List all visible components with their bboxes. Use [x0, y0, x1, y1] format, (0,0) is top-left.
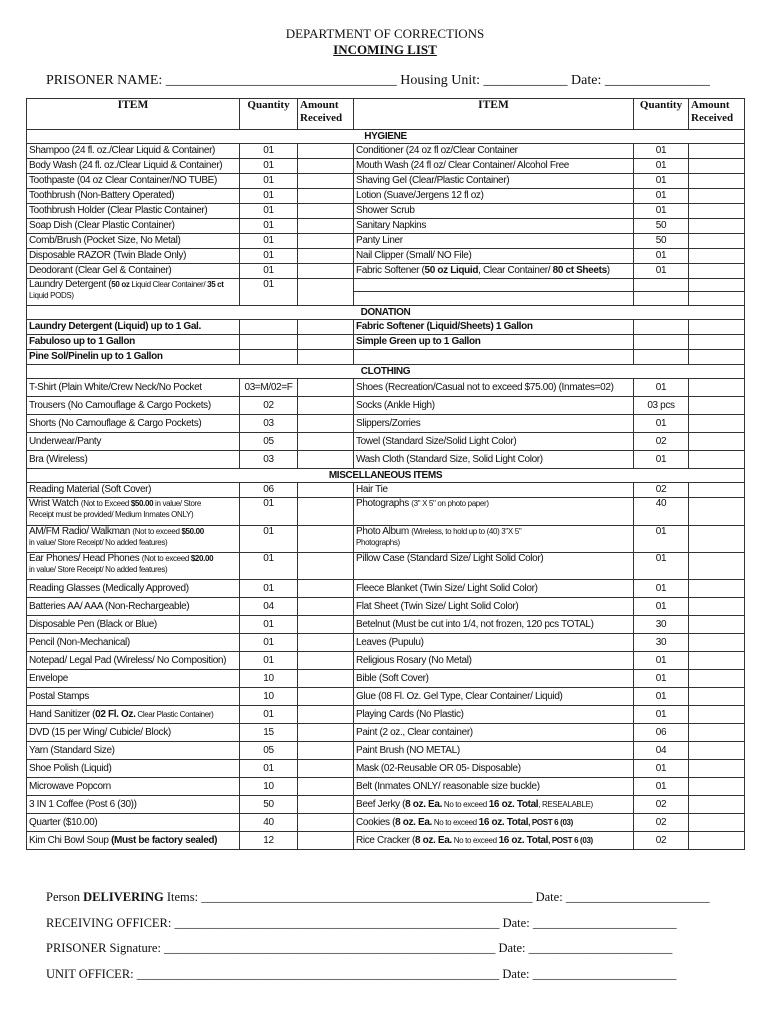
item-header: ITEM: [354, 99, 634, 130]
amount-cell[interactable]: [689, 778, 745, 796]
amount-cell[interactable]: [298, 415, 354, 433]
prisoner-name-label: PRISONER NAME:: [46, 73, 163, 88]
table-cell: 02: [634, 483, 689, 498]
amount-cell[interactable]: [298, 379, 354, 397]
table-row: [27, 634, 745, 652]
table-cell: Leaves (Pupulu): [354, 634, 634, 652]
table-cell: 02: [634, 814, 689, 832]
table-cell: Fleece Blanket (Twin Size/ Light Solid Color): [354, 580, 634, 598]
table-cell: 01: [240, 189, 298, 204]
table-cell: Hair Tie: [354, 483, 634, 498]
table-header-row: [27, 99, 745, 130]
amount-cell[interactable]: [689, 483, 745, 498]
table-cell: Soap Dish (Clear Plastic Container): [27, 219, 240, 234]
prisoner-signature-line[interactable]: PRISONER Signature: _____________________________________________________ Date: _______________________: [46, 941, 673, 955]
table-cell: Envelope: [27, 670, 240, 688]
table-cell: Mask (02-Reusable OR 05- Disposable): [354, 760, 634, 778]
amount-cell[interactable]: [689, 219, 745, 234]
housing-unit-blank[interactable]: ____________: [483, 73, 568, 88]
table-cell: Comb/Brush (Pocket Size, No Metal): [27, 234, 240, 249]
table-cell: 02: [634, 433, 689, 451]
amount-cell[interactable]: [298, 498, 354, 526]
hygiene-rows: [27, 144, 745, 306]
incoming-items-table: [26, 98, 745, 850]
table-cell: Panty Liner: [354, 234, 634, 249]
section-row: [27, 306, 745, 320]
table-cell: 01: [634, 189, 689, 204]
table-row: [27, 814, 745, 832]
date-blank[interactable]: _______________: [604, 73, 710, 88]
table-cell: 10: [240, 688, 298, 706]
table-cell: 01: [240, 706, 298, 724]
table-cell: 01: [634, 144, 689, 159]
table-cell: Bible (Soft Cover): [354, 670, 634, 688]
amount-cell[interactable]: [689, 706, 745, 724]
amount-cell[interactable]: [298, 189, 354, 204]
table-row: [27, 379, 745, 397]
table-cell: AM/FM Radio/ Walkman (Not to exceed $50.00 in value/ Store Receipt/ No added features): [27, 526, 240, 553]
table-cell: Toothpaste (04 oz Clear Container/NO TUBE): [27, 174, 240, 189]
table-row: [27, 616, 745, 634]
amount-cell[interactable]: [298, 553, 354, 580]
table-cell: 50: [634, 234, 689, 249]
table-cell: 12: [240, 832, 298, 850]
table-cell: Bra (Wireless): [27, 451, 240, 469]
table-cell: 02: [240, 397, 298, 415]
table-cell: 06: [634, 724, 689, 742]
table-cell: Trousers (No Camouflage & Cargo Pockets): [27, 397, 240, 415]
table-cell: [634, 350, 689, 365]
table-row: [27, 778, 745, 796]
table-cell: 04: [240, 598, 298, 616]
document-header: [0, 26, 770, 58]
table-cell: Socks (Ankle High): [354, 397, 634, 415]
table-cell: Betelnut (Must be cut into 1/4, not frozen, 120 pcs TOTAL): [354, 616, 634, 634]
table-cell: Fabric Softener (50 oz Liquid, Clear Container/ 80 ct Sheets): [354, 264, 634, 279]
table-cell: 30: [634, 616, 689, 634]
amount-cell[interactable]: [689, 652, 745, 670]
amount-cell[interactable]: [689, 204, 745, 219]
amount-cell[interactable]: [689, 634, 745, 652]
table-row: [27, 159, 745, 174]
table-cell: 01: [240, 174, 298, 189]
amount-cell[interactable]: [298, 264, 354, 279]
amount-cell[interactable]: [689, 379, 745, 397]
amount-cell[interactable]: [298, 249, 354, 264]
amount-cell[interactable]: [298, 580, 354, 598]
amount-cell[interactable]: [689, 796, 745, 814]
table-cell: [240, 350, 298, 365]
table-cell: 01: [634, 174, 689, 189]
table-cell: Postal Stamps: [27, 688, 240, 706]
amount-cell[interactable]: [298, 483, 354, 498]
table-row: [27, 832, 745, 850]
amount-cell[interactable]: [689, 670, 745, 688]
table-cell: [354, 279, 634, 306]
amount-cell[interactable]: [298, 616, 354, 634]
table-cell: 01: [634, 553, 689, 580]
table-cell: 3 IN 1 Coffee (Post 6 (30)): [27, 796, 240, 814]
table-cell: 01: [634, 379, 689, 397]
table-cell: [634, 335, 689, 350]
receiving-officer-line[interactable]: RECEIVING OFFICER: ____________________________________________________ Date: _______________________: [46, 915, 677, 930]
table-cell: 05: [240, 742, 298, 760]
table-cell: 40: [240, 814, 298, 832]
amount-cell[interactable]: [298, 204, 354, 219]
table-cell: Shoe Polish (Liquid): [27, 760, 240, 778]
table-row: [27, 335, 745, 350]
table-cell: Laundry Detergent (Liquid) up to 1 Gal.: [27, 320, 240, 335]
table-cell: Beef Jerky (8 oz. Ea. No to exceed 16 oz. Total, RESEALABLE): [354, 796, 634, 814]
amount-cell[interactable]: [689, 415, 745, 433]
table-cell: [634, 320, 689, 335]
table-cell: 01: [634, 706, 689, 724]
table-cell: 30: [634, 634, 689, 652]
amount-cell[interactable]: [298, 350, 354, 365]
table-row: [27, 264, 745, 279]
amount-cell[interactable]: [689, 320, 745, 335]
table-row: [27, 688, 745, 706]
amount-cell[interactable]: [689, 433, 745, 451]
table-cell: Lotion (Suave/Jergens 12 fl oz): [354, 189, 634, 204]
amount-cell[interactable]: [298, 742, 354, 760]
amount-cell[interactable]: [689, 189, 745, 204]
amount-cell[interactable]: [298, 814, 354, 832]
section-row: [27, 469, 745, 483]
table-row: [27, 350, 745, 365]
amount-cell[interactable]: [298, 688, 354, 706]
table-cell: Laundry Detergent (50 oz Liquid Clear Container/ 35 ct Liquid PODS): [27, 279, 240, 306]
table-cell: 10: [240, 670, 298, 688]
table-cell: 01: [240, 204, 298, 219]
amount-cell[interactable]: [689, 724, 745, 742]
donation-rows: [27, 320, 745, 365]
table-row: [27, 219, 745, 234]
amount-cell[interactable]: [689, 249, 745, 264]
amount-cell[interactable]: [689, 451, 745, 469]
incoming-list-title: INCOMING LIST: [333, 42, 437, 57]
table-cell: 03: [240, 451, 298, 469]
table-cell: 01: [240, 760, 298, 778]
table-cell: Flat Sheet (Twin Size/ Light Solid Color): [354, 598, 634, 616]
table-row: [27, 498, 745, 526]
table-cell: [240, 335, 298, 350]
table-cell: 50: [240, 796, 298, 814]
table-row: [27, 553, 745, 580]
amount-cell[interactable]: [689, 144, 745, 159]
table-cell: 01: [634, 580, 689, 598]
table-cell: Pine Sol/Pinelin up to 1 Gallon: [27, 350, 240, 365]
table-cell: Conditioner (24 oz fl oz/Clear Container: [354, 144, 634, 159]
table-cell: Underwear/Panty: [27, 433, 240, 451]
table-cell: Photographs (3" X 5" on photo paper): [354, 498, 634, 526]
table-cell: 01: [240, 234, 298, 249]
housing-unit-label: Housing Unit:: [400, 73, 481, 88]
amount-cell[interactable]: [298, 760, 354, 778]
table-row: [27, 483, 745, 498]
table-row: [27, 279, 745, 306]
table-row: [27, 415, 745, 433]
table-cell: Playing Cards (No Plastic): [354, 706, 634, 724]
table-cell: Simple Green up to 1 Gallon: [354, 335, 634, 350]
section-hygiene: HYGIENE: [27, 130, 745, 144]
table-cell: Ear Phones/ Head Phones (Not to exceed $20.00 in value/ Store Receipt/ No added features): [27, 553, 240, 580]
table-cell: Notepad/ Legal Pad (Wireless/ No Composition): [27, 652, 240, 670]
table-cell: 03: [240, 415, 298, 433]
table-cell: Fabric Softener (Liquid/Sheets) 1 Gallon: [354, 320, 634, 335]
amount-cell[interactable]: [298, 174, 354, 189]
table-cell: Mouth Wash (24 fl oz/ Clear Container/ Alcohol Free: [354, 159, 634, 174]
table-cell: 01: [634, 760, 689, 778]
table-cell: Disposable Pen (Black or Blue): [27, 616, 240, 634]
table-cell: 02: [634, 832, 689, 850]
table-cell: 01: [240, 219, 298, 234]
amount-cell[interactable]: [298, 279, 354, 306]
table-cell: Yarn (Standard Size): [27, 742, 240, 760]
table-cell: Kim Chi Bowl Soup (Must be factory sealed): [27, 832, 240, 850]
table-cell: Wrist Watch (Not to Exceed $50.00 in value/ Store Receipt must be provided/ Medium Inmates ONLY): [27, 498, 240, 526]
amount-cell[interactable]: [298, 832, 354, 850]
table-cell: 01: [240, 526, 298, 553]
amount-cell[interactable]: [298, 598, 354, 616]
table-row: [27, 174, 745, 189]
amount-received-header: Amount Received: [689, 99, 745, 130]
amount-cell[interactable]: [689, 814, 745, 832]
section-donation: DONATION: [27, 306, 745, 320]
table-cell: 01: [240, 264, 298, 279]
table-cell: 03=M/02=F: [240, 379, 298, 397]
table-cell: Paint (2 oz., Clear container): [354, 724, 634, 742]
unit-officer-line[interactable]: UNIT OFFICER: __________________________________________________________ Date: _______________________: [46, 966, 677, 981]
amount-cell[interactable]: [689, 553, 745, 580]
table-cell: Reading Material (Soft Cover): [27, 483, 240, 498]
amount-cell[interactable]: [298, 335, 354, 350]
table-cell: Sanitary Napkins: [354, 219, 634, 234]
table-cell: 01: [634, 204, 689, 219]
amount-cell[interactable]: [298, 433, 354, 451]
amount-cell[interactable]: [298, 320, 354, 335]
amount-cell[interactable]: [298, 634, 354, 652]
amount-cell[interactable]: [298, 706, 354, 724]
table-cell: Shaving Gel (Clear/Plastic Container): [354, 174, 634, 189]
table-cell: 06: [240, 483, 298, 498]
amount-cell[interactable]: [298, 652, 354, 670]
table-row: [27, 433, 745, 451]
table-row: [27, 451, 745, 469]
table-cell: 01: [240, 616, 298, 634]
table-cell: 01: [634, 652, 689, 670]
table-cell: 01: [240, 279, 298, 306]
table-cell: Belt (Inmates ONLY/ reasonable size buckle): [354, 778, 634, 796]
delivering-signature-line[interactable]: Person DELIVERING Items: _____________________________________________________ Date: _______________________: [46, 890, 710, 904]
table-row: [27, 189, 745, 204]
table-cell: Reading Glasses (Medically Approved): [27, 580, 240, 598]
table-row: [27, 397, 745, 415]
table-cell: 01: [634, 670, 689, 688]
table-cell: 50: [634, 219, 689, 234]
table-row: [27, 670, 745, 688]
table-cell: 01: [634, 451, 689, 469]
table-cell: Pillow Case (Standard Size/ Light Solid Color): [354, 553, 634, 580]
amount-cell[interactable]: [689, 264, 745, 279]
amount-received-header: Amount Received: [298, 99, 354, 130]
table-cell: [354, 350, 634, 365]
table-cell: Shower Scrub: [354, 204, 634, 219]
table-cell: Shoes (Recreation/Casual not to exceed $75.00) (Inmates=02): [354, 379, 634, 397]
amount-cell[interactable]: [689, 279, 745, 306]
amount-cell[interactable]: [298, 451, 354, 469]
table-cell: Body Wash (24 fl. oz./Clear Liquid & Container): [27, 159, 240, 174]
table-cell: 01: [634, 778, 689, 796]
table-cell: Microwave Popcorn: [27, 778, 240, 796]
table-cell: 04: [634, 742, 689, 760]
signature-block: [46, 888, 710, 990]
amount-cell[interactable]: [298, 670, 354, 688]
amount-cell[interactable]: [689, 397, 745, 415]
table-cell: Quarter ($10.00): [27, 814, 240, 832]
table-cell: [240, 320, 298, 335]
table-cell: Deodorant (Clear Gel & Container): [27, 264, 240, 279]
table-cell: 01: [240, 553, 298, 580]
table-row: [27, 320, 745, 335]
table-cell: Glue (08 Fl. Oz. Gel Type, Clear Container/ Liquid): [354, 688, 634, 706]
table-cell: Rice Cracker (8 oz. Ea. No to exceed 16 oz. Total, POST 6 (03): [354, 832, 634, 850]
prisoner-name-blank[interactable]: _________________________________: [165, 73, 397, 88]
table-cell: 02: [634, 796, 689, 814]
table-cell: Batteries AA/ AAA (Non-Rechargeable): [27, 598, 240, 616]
table-cell: Shampoo (24 fl. oz./Clear Liquid & Container): [27, 144, 240, 159]
amount-cell[interactable]: [689, 234, 745, 249]
table-row: [27, 144, 745, 159]
table-row: [27, 580, 745, 598]
table-cell: 03 pcs: [634, 397, 689, 415]
amount-cell[interactable]: [298, 778, 354, 796]
table-cell: Photo Album (Wireless, to hold up to (40) 3"X 5" Photographs): [354, 526, 634, 553]
table-cell: Nail Clipper (Small/ NO File): [354, 249, 634, 264]
table-row: [27, 796, 745, 814]
date-label: Date:: [571, 73, 602, 88]
table-row: [27, 249, 745, 264]
table-cell: 01: [634, 598, 689, 616]
item-header: ITEM: [27, 99, 240, 130]
table-row: [27, 724, 745, 742]
amount-cell[interactable]: [298, 397, 354, 415]
amount-cell[interactable]: [298, 724, 354, 742]
prisoner-info-line: [46, 73, 710, 89]
table-cell: 10: [240, 778, 298, 796]
amount-cell[interactable]: [689, 742, 745, 760]
amount-cell[interactable]: [298, 219, 354, 234]
amount-cell[interactable]: [689, 174, 745, 189]
quantity-header: Quantity: [634, 99, 689, 130]
table-cell: Toothbrush Holder (Clear Plastic Container): [27, 204, 240, 219]
table-cell: 01: [240, 159, 298, 174]
section-clothing: CLOTHING: [27, 365, 745, 379]
table-cell: Towel (Standard Size/Solid Light Color): [354, 433, 634, 451]
table-cell: 01: [634, 159, 689, 174]
table-cell: 01: [634, 264, 689, 279]
amount-cell[interactable]: [689, 498, 745, 526]
table-cell: 05: [240, 433, 298, 451]
table-cell: 01: [240, 652, 298, 670]
amount-cell[interactable]: [298, 796, 354, 814]
amount-cell[interactable]: [298, 159, 354, 174]
amount-cell[interactable]: [689, 526, 745, 553]
table-cell: 01: [240, 580, 298, 598]
table-cell: Wash Cloth (Standard Size, Solid Light Color): [354, 451, 634, 469]
misc-rows: [27, 483, 745, 850]
table-cell: Fabuloso up to 1 Gallon: [27, 335, 240, 350]
table-cell: 01: [240, 144, 298, 159]
amount-cell[interactable]: [298, 526, 354, 553]
table-cell: 40: [634, 498, 689, 526]
amount-cell[interactable]: [298, 144, 354, 159]
clothing-rows: [27, 379, 745, 469]
amount-cell[interactable]: [689, 159, 745, 174]
table-cell: 15: [240, 724, 298, 742]
department-title: DEPARTMENT OF CORRECTIONS: [285, 26, 485, 41]
table-row: [27, 706, 745, 724]
table-row: [27, 204, 745, 219]
table-row: [27, 760, 745, 778]
table-cell: 01: [240, 498, 298, 526]
table-cell: Hand Sanitizer (02 Fl. Oz. Clear Plastic Container): [27, 706, 240, 724]
table-cell: Shorts (No Camouflage & Cargo Pockets): [27, 415, 240, 433]
amount-cell[interactable]: [689, 598, 745, 616]
table-row: [27, 652, 745, 670]
quantity-header: Quantity: [240, 99, 298, 130]
table-row: [27, 234, 745, 249]
table-cell: T-Shirt (Plain White/Crew Neck/No Pocket: [27, 379, 240, 397]
table-cell: 01: [634, 688, 689, 706]
amount-cell[interactable]: [298, 234, 354, 249]
amount-cell[interactable]: [689, 616, 745, 634]
table-cell: [634, 279, 689, 306]
section-row: [27, 130, 745, 144]
table-row: [27, 742, 745, 760]
table-cell: 01: [240, 249, 298, 264]
table-cell: Paint Brush (NO METAL): [354, 742, 634, 760]
table-row: [27, 526, 745, 553]
section-misc: MISCELLANEOUS ITEMS: [27, 469, 745, 483]
amount-cell[interactable]: [689, 760, 745, 778]
table-cell: Religious Rosary (No Metal): [354, 652, 634, 670]
table-cell: 01: [634, 526, 689, 553]
table-cell: Toothbrush (Non-Battery Operated): [27, 189, 240, 204]
table-cell: 01: [634, 249, 689, 264]
section-row: [27, 365, 745, 379]
amount-cell[interactable]: [689, 832, 745, 850]
amount-cell[interactable]: [689, 688, 745, 706]
table-cell: Slippers/Zorries: [354, 415, 634, 433]
table-cell: Disposable RAZOR (Twin Blade Only): [27, 249, 240, 264]
amount-cell[interactable]: [689, 350, 745, 365]
table-cell: DVD (15 per Wing/ Cubicle/ Block): [27, 724, 240, 742]
table-cell: Cookies (8 oz. Ea. No to exceed 16 oz. Total, POST 6 (03): [354, 814, 634, 832]
table-cell: 01: [240, 634, 298, 652]
table-cell: Pencil (Non-Mechanical): [27, 634, 240, 652]
table-row: [27, 598, 745, 616]
amount-cell[interactable]: [689, 580, 745, 598]
table-cell: 01: [634, 415, 689, 433]
amount-cell[interactable]: [689, 335, 745, 350]
